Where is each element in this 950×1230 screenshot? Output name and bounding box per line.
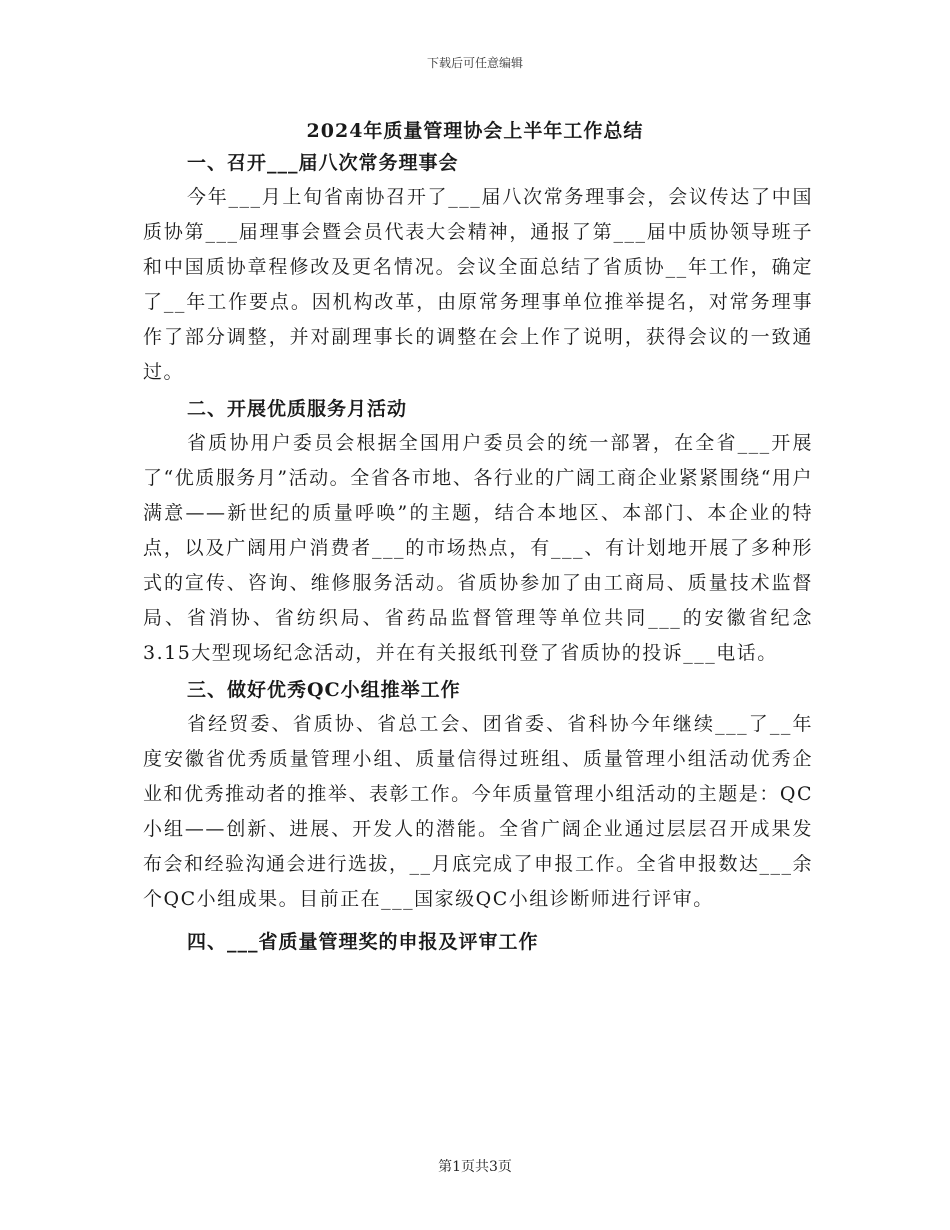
page-header-note: 下载后可任意编辑 [426, 56, 523, 70]
section-heading-2: 二、开展优质服务月活动 [187, 398, 408, 420]
section-paragraph-3: 省经贸委、省质协、省总工会、团省委、省科协今年继续___了__年度安徽省优秀质量管理小组、质量信得过班组、质量管理小组活动优秀企业和优秀推动者的推举、表彰工作。今年质量管理小组活动的主题是：QC小组——创新、进展、开发人的潜能。全省广阔企业通过层层召开成果发布会和经验沟通会进行选拔，__月底完成了申报工作。全省申报数达___余个QC小组成果。目前正在___国家级QC小组诊断师进行评审。 [143, 713, 814, 910]
section-heading-1: 一、召开___届八次常务理事会 [187, 152, 459, 174]
document-title: 2024年质量管理协会上半年工作总结 [306, 120, 644, 142]
page-number: 第1页共3页 [438, 1159, 512, 1175]
section-paragraph-1: 今年___月上旬省南协召开了___届八次常务理事会，会议传达了中国质协第___届理事会暨会员代表大会精神，通报了第___届中质协领导班子和中国质协章程修改及更名情况。会议全面总结了省质协__年工作，确定了__年工作要点。因机构改革，由原常务理事单位推举提名，对常务理事作了部分调整，并对副理事长的调整在会上作了说明，获得会议的一致通过。 [143, 186, 813, 383]
document-body [143, 146, 813, 959]
section-paragraph-2: 省质协用户委员会根据全国用户委员会的统一部署，在全省___开展了“优质服务月”活动。全省各市地、各行业的广阔工商企业紧紧围绕“用户满意——新世纪的质量呼唤”的主题，结合本地区、本部门、本企业的特点，以及广阔用户消费者___的市场热点，有___、有计划地开展了多种形式的宣传、咨询、维修服务活动。省质协参加了由工商局、质量技术监督局、省消协、省纺织局、省药品监督管理等单位共同___的安徽省纪念3.15大型现场纪念活动，并在有关报纸刊登了省质协的投诉___电话。 [143, 432, 813, 664]
section-heading-3: 三、做好优秀QC小组推举工作 [187, 679, 461, 701]
section-heading-4: 四、___省质量管理奖的申报及评审工作 [187, 931, 539, 953]
